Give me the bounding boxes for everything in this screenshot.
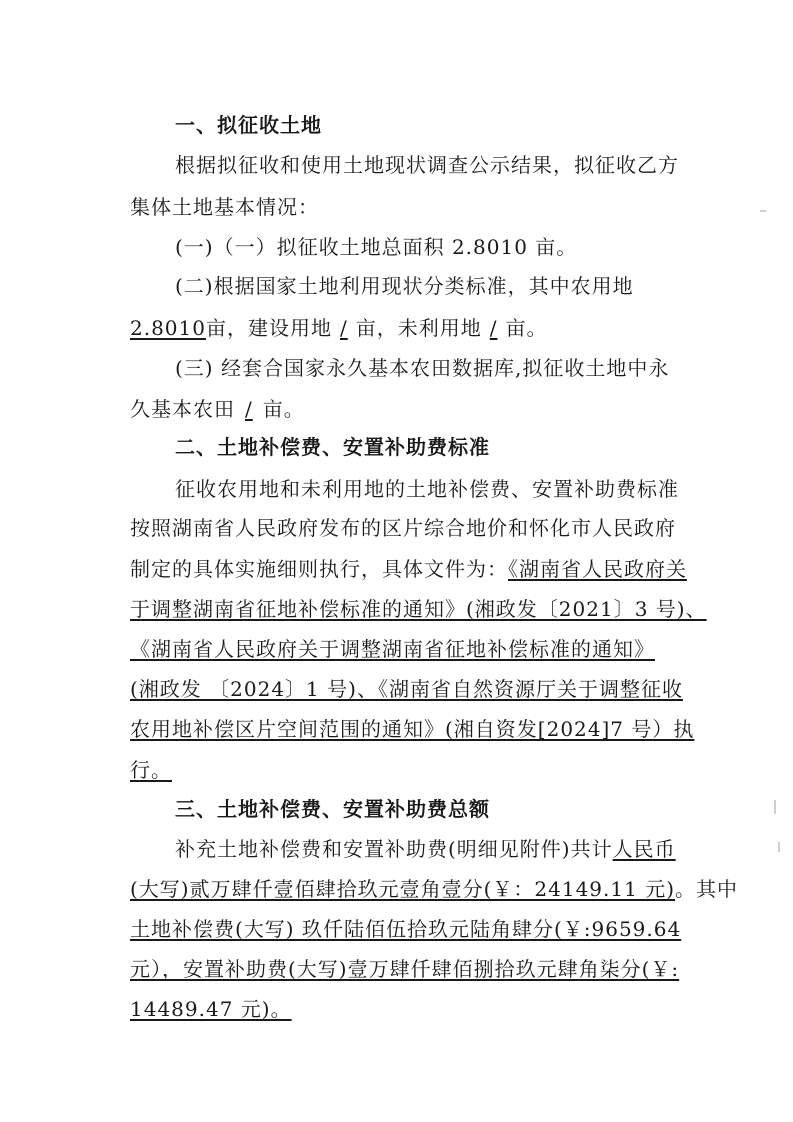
section3-line2: (大写)贰万肆仟壹佰肆拾玖元壹角壹分(￥：24149.11 元)。其中 (130, 877, 738, 901)
section1-item3-line2: 久基本农田 / 亩。 (130, 397, 305, 421)
section1-intro-line2: 集体土地基本情况： (130, 195, 319, 219)
scan-artifact (774, 800, 776, 814)
section3-heading: 三、土地补偿费、安置补助费总额 (175, 797, 490, 821)
section2-line7: 农用地补偿区片空间范围的通知》(湘自资发[2024]7 号）执 (130, 717, 695, 741)
land-compensation-amount: 土地补偿费(大写) 玖仟陆佰伍拾玖元陆角肆分(￥:9659.64 (130, 917, 682, 941)
section1-item3-line1: (三) 经套合国家永久基本农田数据库,拟征收土地中永 (175, 356, 670, 380)
scan-artifact (760, 210, 766, 212)
section1-item1: (一)（一）拟征收土地总面积 2.8010 亩。 (175, 235, 578, 259)
section1-intro-line1: 根据拟征收和使用土地现状调查公示结果，拟征收乙方 (175, 153, 679, 177)
basic-farmland-area: / (245, 397, 253, 421)
section2-line4: 于调整湖南省征地补偿标准的通知》(湘政发〔2021〕3 号)、 (130, 597, 707, 621)
section2-line3: 制定的具体实施细则执行，具体文件为：《湖南省人民政府关 (130, 557, 687, 581)
section2-line6: (湘政发 〔2024〕1 号)、《湖南省自然资源厅关于调整征收 (130, 677, 683, 701)
section2-line2: 按照湖南省人民政府发布的区片综合地价和怀化市人民政府 (130, 516, 676, 540)
section2-line8: 行。 (130, 758, 172, 782)
section3-line1: 补充土地补偿费和安置补助费(明细见附件)共计人民币 (175, 837, 676, 861)
section1-item2-line2: 2.8010亩，建设用地 / 亩，未利用地 / 亩。 (130, 316, 548, 340)
section2-heading: 二、土地补偿费、安置补助费标准 (175, 435, 490, 459)
unused-land-area: / (489, 316, 498, 340)
section1-item2-line1: (二)根据国家土地利用现状分类标准，其中农用地 (175, 274, 634, 298)
scan-artifact (778, 842, 780, 852)
section2-line5: 《湖南省人民政府关于调整湖南省征地补偿标准的通知》 (130, 637, 655, 661)
total-amount: (大写)贰万肆仟壹佰肆拾玖元壹角壹分(￥：24149.11 元) (130, 877, 675, 901)
section2-line1: 征收农用地和未利用地的土地补偿费、安置补助费标准 (175, 477, 679, 501)
farmland-area: 2.8010 (130, 316, 206, 340)
resettlement-subsidy-amount: 元），安置补助费(大写)壹万肆仟肆佰捌拾玖元肆角柒分(￥: (130, 957, 680, 981)
section1-heading: 一、拟征收土地 (175, 113, 322, 137)
construction-land-area: / (339, 316, 348, 340)
section3-line5: 14489.47 元)。 (130, 997, 292, 1021)
